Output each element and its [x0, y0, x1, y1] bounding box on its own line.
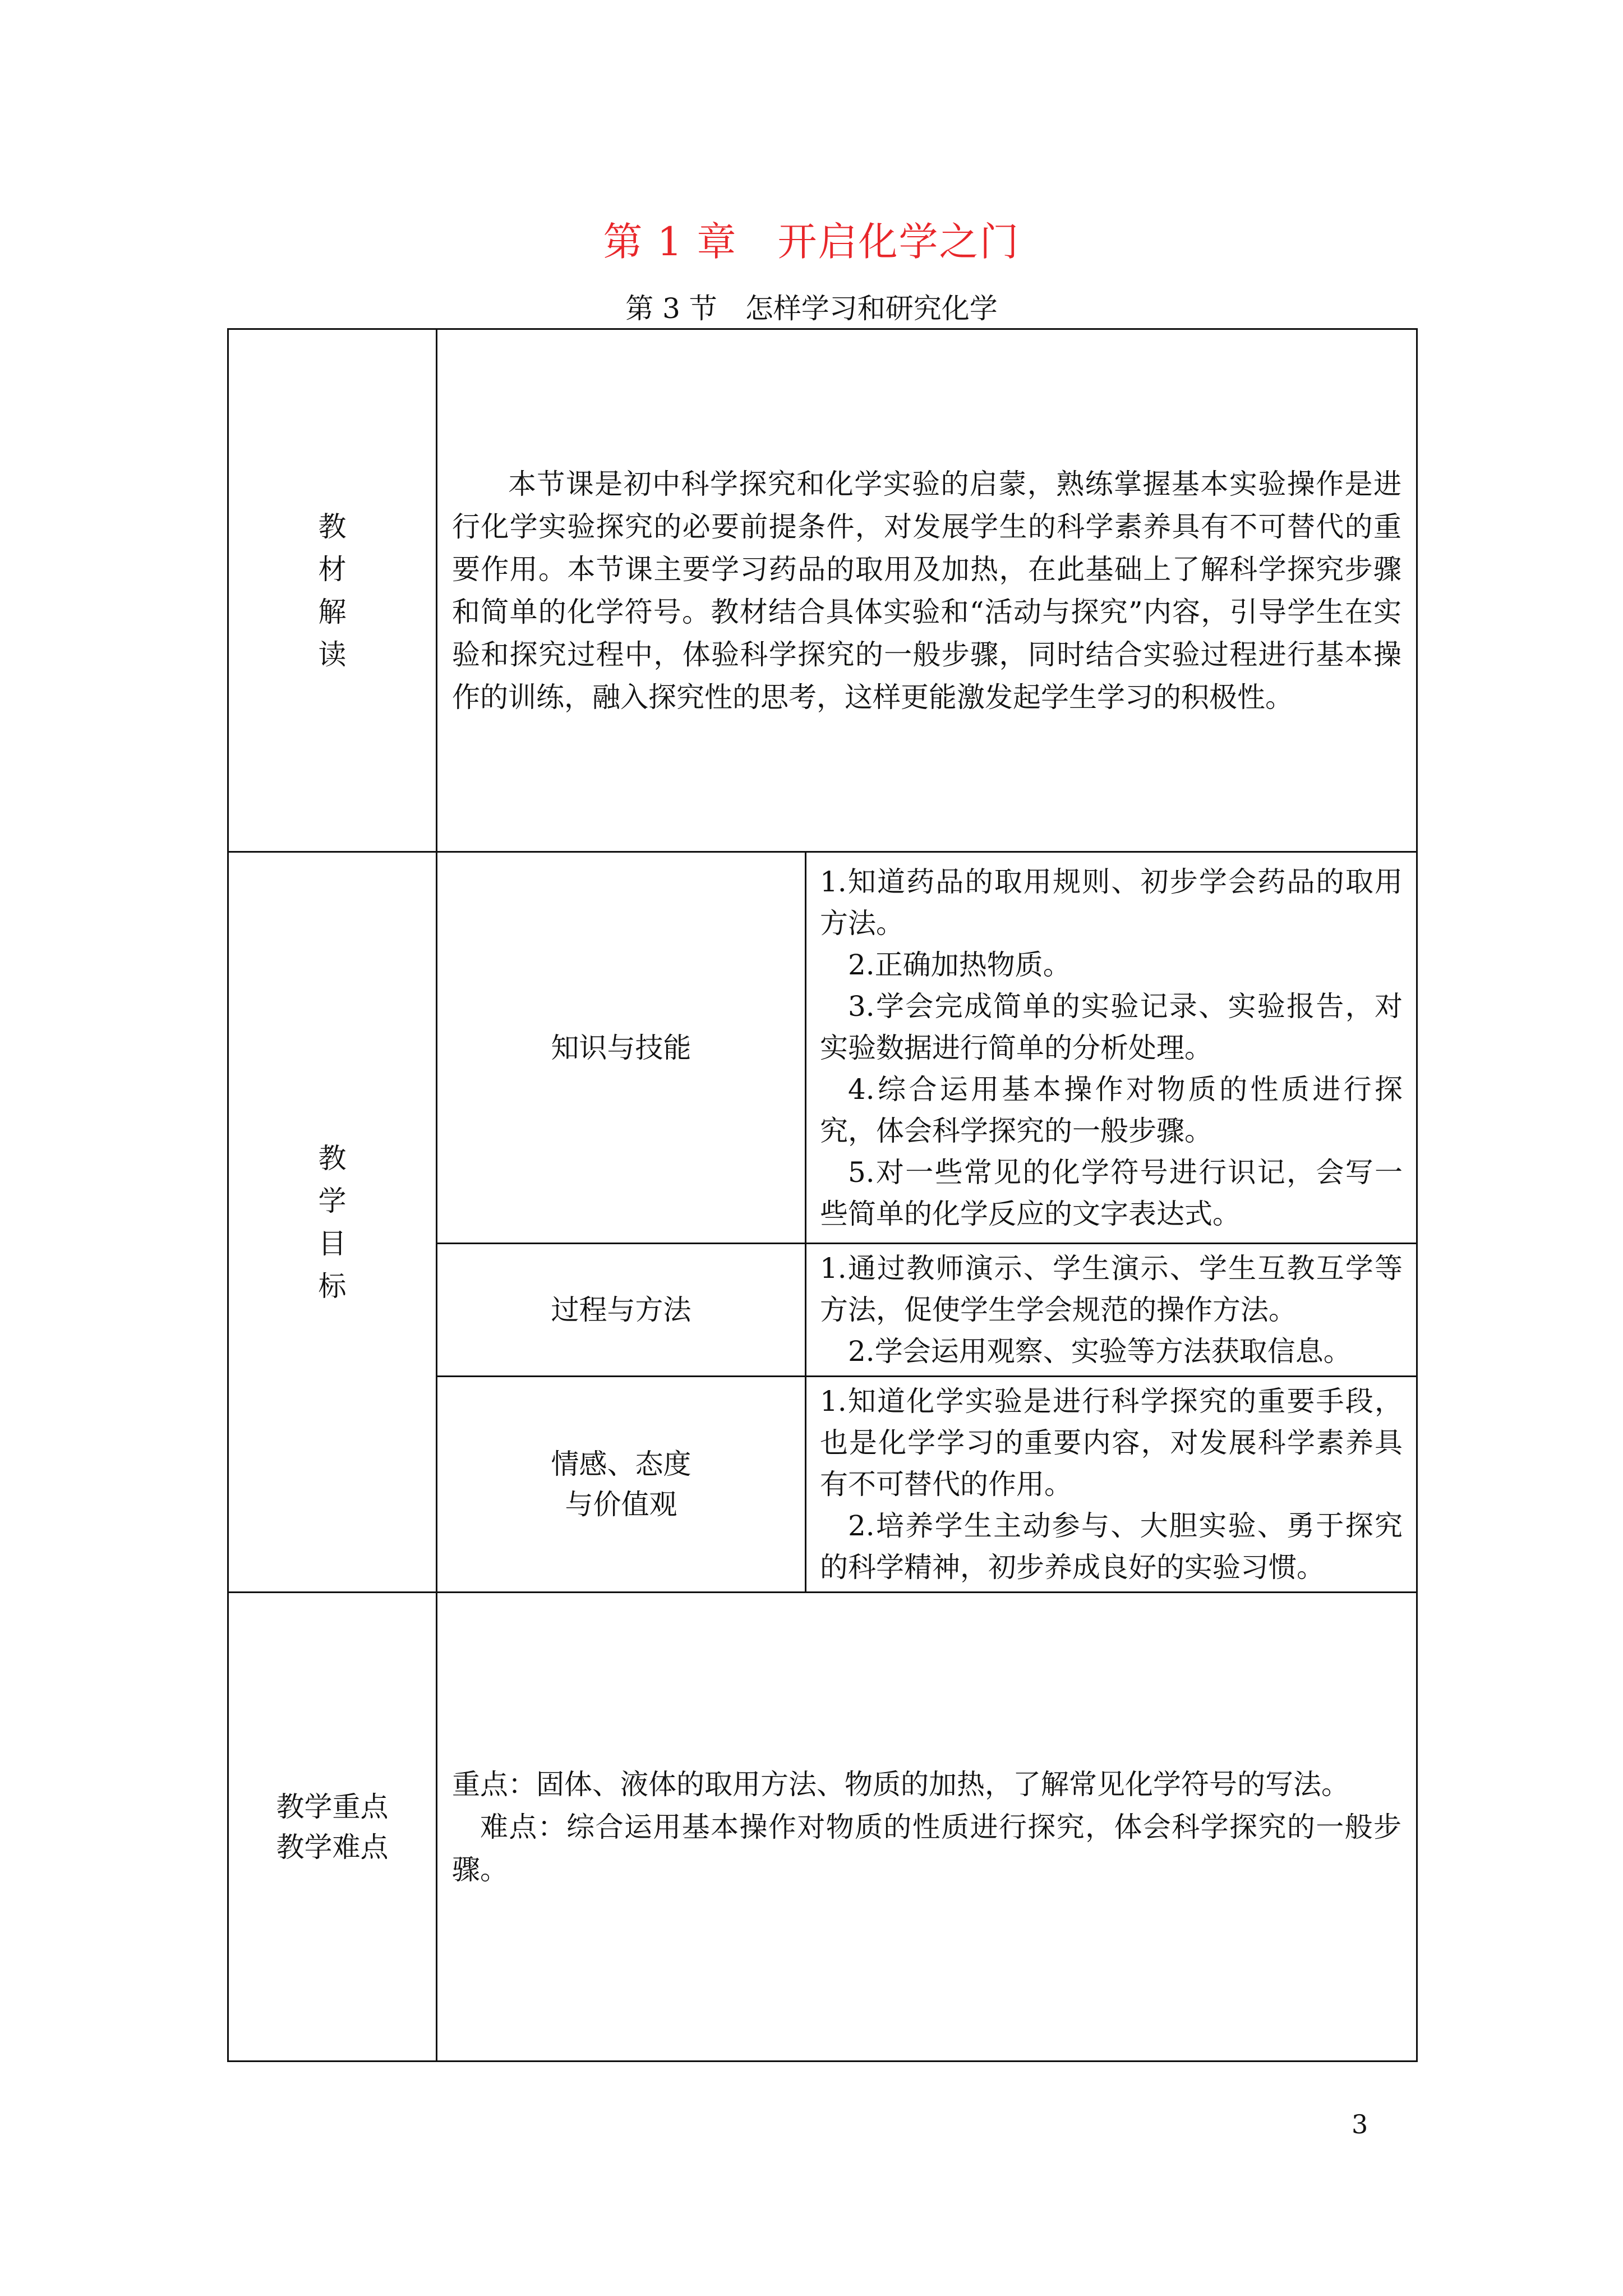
key-points-label	[229, 1787, 436, 1867]
key-difficulty-text: 难点：综合运用基本操作对物质的性质进行探究，体会科学探究的一般步骤。	[452, 1810, 1401, 1886]
goal-category-process	[437, 1290, 805, 1330]
goal-items-knowledge	[806, 858, 1416, 1238]
goal-item: 3.学会完成简单的实验记录、实验报告，对实验数据进行简单的分析处理。	[820, 990, 1403, 1064]
material-row	[228, 329, 1417, 852]
goal-item: 2.学会运用观察、实验等方法获取信息。	[848, 1335, 1352, 1368]
goal-item: 2.培养学生主动参与、大胆实验、勇于探究的科学精神，初步养成良好的实验习惯。	[820, 1510, 1403, 1584]
material-text-cell	[437, 329, 1417, 852]
goals-label-char: 学	[318, 1184, 347, 1217]
goal-item: 1.知道药品的取用规则、初步学会药品的取用方法。	[820, 865, 1403, 940]
goal-category-knowledge	[437, 1028, 805, 1068]
key-points-label-line: 教学重点	[276, 1790, 389, 1823]
goal-category-attitude	[437, 1444, 805, 1525]
goal-category-label: 过程与方法	[551, 1294, 691, 1326]
goal-item: 4.综合运用基本操作对物质的性质进行探究，体会科学探究的一般步骤。	[820, 1073, 1403, 1147]
key-points-label-line: 教学难点	[276, 1830, 389, 1864]
material-label-char: 教	[318, 510, 347, 543]
goal-category-label: 知识与技能	[551, 1031, 691, 1064]
page-number: 3	[1352, 2109, 1368, 2139]
key-points-label-cell	[228, 1593, 437, 2062]
goal-category-cell	[437, 852, 806, 1244]
goal-items-cell	[806, 1244, 1417, 1377]
goal-items-attitude	[806, 1377, 1416, 1591]
goals-label-char: 标	[318, 1269, 347, 1303]
key-points-text-cell	[437, 1593, 1417, 2062]
goal-item: 1.知道化学实验是进行科学探究的重要手段，也是化学学习的重要内容，对发展科学素养具有不可替代的作用。	[820, 1385, 1403, 1501]
goals-label-char: 教	[318, 1142, 347, 1175]
material-label-char: 解	[318, 595, 347, 628]
key-points-row	[228, 1593, 1417, 2062]
material-label-cell	[228, 329, 437, 852]
material-label-char: 材	[318, 553, 347, 586]
goal-items-cell	[806, 1377, 1417, 1593]
goals-label-char: 目	[318, 1227, 347, 1260]
goal-category-cell	[437, 1377, 806, 1593]
material-label-char: 读	[318, 638, 347, 671]
goals-label-cell	[228, 852, 437, 1593]
goal-item: 2.正确加热物质。	[848, 948, 1071, 981]
section-title: 第 3 节 怎样学习和研究化学	[625, 292, 998, 325]
goal-category-label: 与价值观	[565, 1488, 677, 1521]
goal-item: 5.对一些常见的化学符号进行识记，会写一些简单的化学反应的文字表达式。	[820, 1156, 1403, 1230]
goal-item: 1.通过教师演示、学生演示、学生互教互学等方法，促使学生学会规范的操作方法。	[820, 1252, 1403, 1326]
material-text: 本节课是初中科学探究和化学实验的启蒙，熟练掌握基本实验操作是进行化学实验探究的必要前提条件，对发展学生的科学素养具有不可替代的重要作用。本节课主要学习药品的取用及加热，在此基础上了解科学探究步骤和简单的化学符号。教材结合具体实验和“活动与探究”内容，引导学生在实验和探究过程中，体验科学探究的一般步骤，同时结合实验过程进行基本操作的训练，融入探究性的思考，这样更能激发起学生学习的积极性。	[452, 467, 1401, 714]
goal-items-cell	[806, 852, 1417, 1244]
goals-row-knowledge	[228, 852, 1417, 1244]
goal-category-cell	[437, 1244, 806, 1377]
material-label	[229, 505, 436, 676]
key-focus-text: 重点：固体、液体的取用方法、物质的加热，了解常见化学符号的写法。	[452, 1768, 1349, 1801]
lesson-plan-table	[227, 328, 1418, 2062]
chapter-title: 第 1 章 开启化学之门	[603, 219, 1020, 265]
goal-category-label: 情感、态度	[551, 1448, 691, 1480]
goals-label	[229, 1137, 436, 1308]
goal-items-process	[806, 1244, 1416, 1375]
